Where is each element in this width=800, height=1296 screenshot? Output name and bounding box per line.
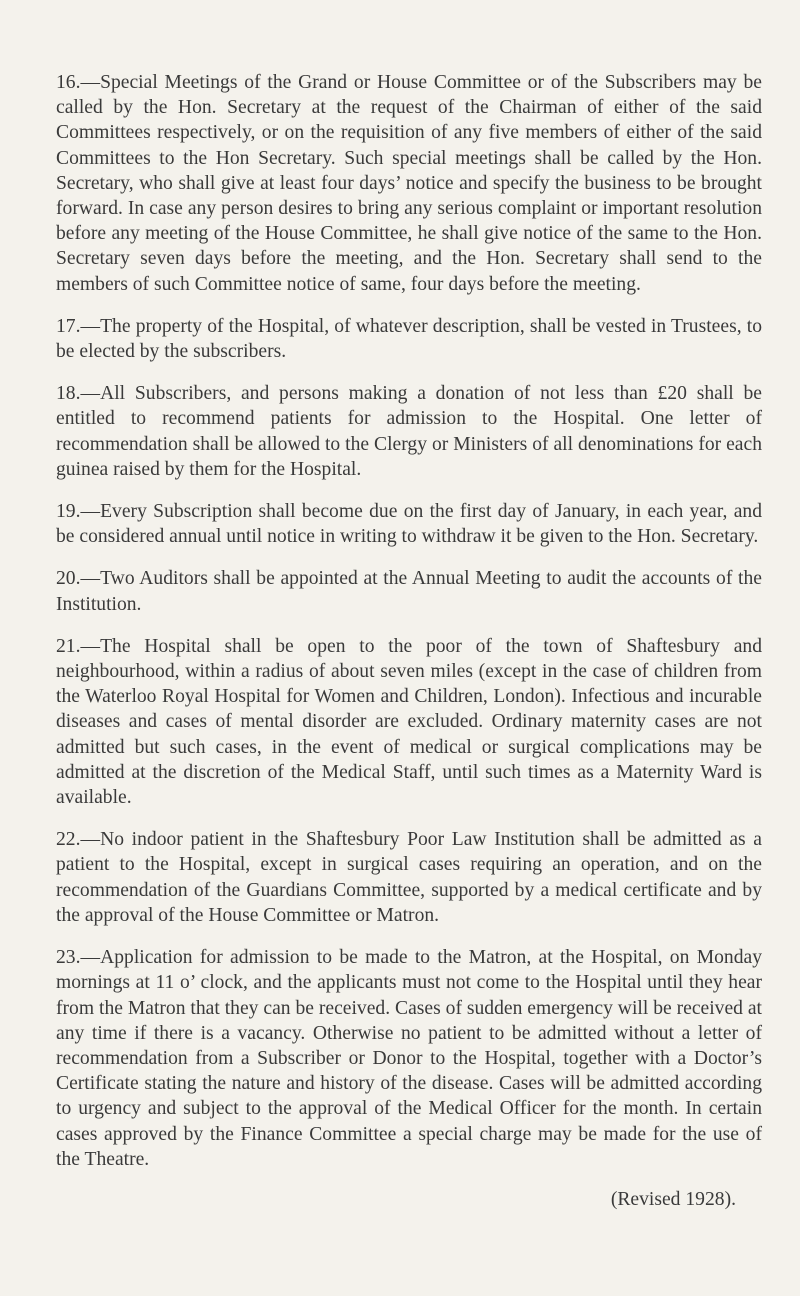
rule-17-paragraph: 17.—The property of the Hospital, of whatever description, shall be vested in Trustees, to be elected by the subscribers. — [56, 315, 762, 363]
rule-19-paragraph: 19.—Every Subscription shall become due on the first day of January, in each year, and be considered annual until notice in writing to withdraw it be given to the Hon. Secretary. — [56, 501, 762, 548]
revised-note: (Revised 1928). — [610, 1188, 736, 1210]
rule-21-paragraph: 21.—The Hospital shall be open to the poor of the town of Shaftesbury and neighbourhood, within a radius of about seven miles (except in the case of children from the Waterloo Royal Hospital for Women and Children, London). Infectious and incurable diseases and cases of mental disorder are excluded. Ordinary maternity cases are not admitted but such cases, in the event of medical or surgical complications may be admitted at the discretion of the Medical Staff, until such times as a Maternity Ward is available. — [56, 635, 762, 809]
rule-16-paragraph: 16.—Special Meetings of the Grand or House Committee or of the Subscribers may be called by the Hon. Secretary at the request of the Chairman of either of the said Committees respectively, or on the requisition of any five members of either of the said Committees to the Hon Secretary. Such special meetings shall be called by the Hon. Secretary, who shall give at least four days’ notice and specify the business to be brought forward. In case any person desires to bring any serious complaint or important resolution before any meeting of the House Committee, he shall give notice of the same to the Hon. Secretary seven days before the meeting, and the Hon. Secretary shall send to the members of such Committee notice of same, four days before the meeting. — [56, 72, 762, 295]
rule-18-paragraph: 18.—All Subscribers, and persons making a donation of not less than £20 shall be entitled to recommend patients for admission to the Hospital. One letter of recommendation shall be allowed to the Clergy or Ministers of all denominations for each guinea raised by them for the Hospital. — [56, 383, 762, 480]
rule-20-paragraph: 20.—Two Auditors shall be appointed at the Annual Meeting to audit the accounts of the Institution. — [56, 568, 762, 615]
rule-22-paragraph: 22.—No indoor patient in the Shaftesbury Poor Law Institution shall be admitted as a patient to the Hospital, except in surgical cases requiring an operation, and on the recommendation of the Guardians Committee, supported by a medical certificate and by the approval of the House Committee or Matron. — [56, 829, 762, 926]
rule-23-paragraph: 23.—Application for admission to be made to the Matron, at the Hospital, on Monday mornings at 11 o’ clock, and the applicants must not come to the Hospital until they hear from the Matron that they can be received. Cases of sudden emergency will be received at any time if there is a vacancy. Otherwise no patient to be admitted without a letter of recommendation from a Subscriber or Donor to the Hospital, together with a Doctor’s Certificate stating the nature and history of the disease. Cases will be admitted according to urgency and subject to the approval of the Medical Officer for the month. In certain cases approved by the Finance Committee a special charge may be made for the use of the Theatre. — [56, 947, 762, 1170]
